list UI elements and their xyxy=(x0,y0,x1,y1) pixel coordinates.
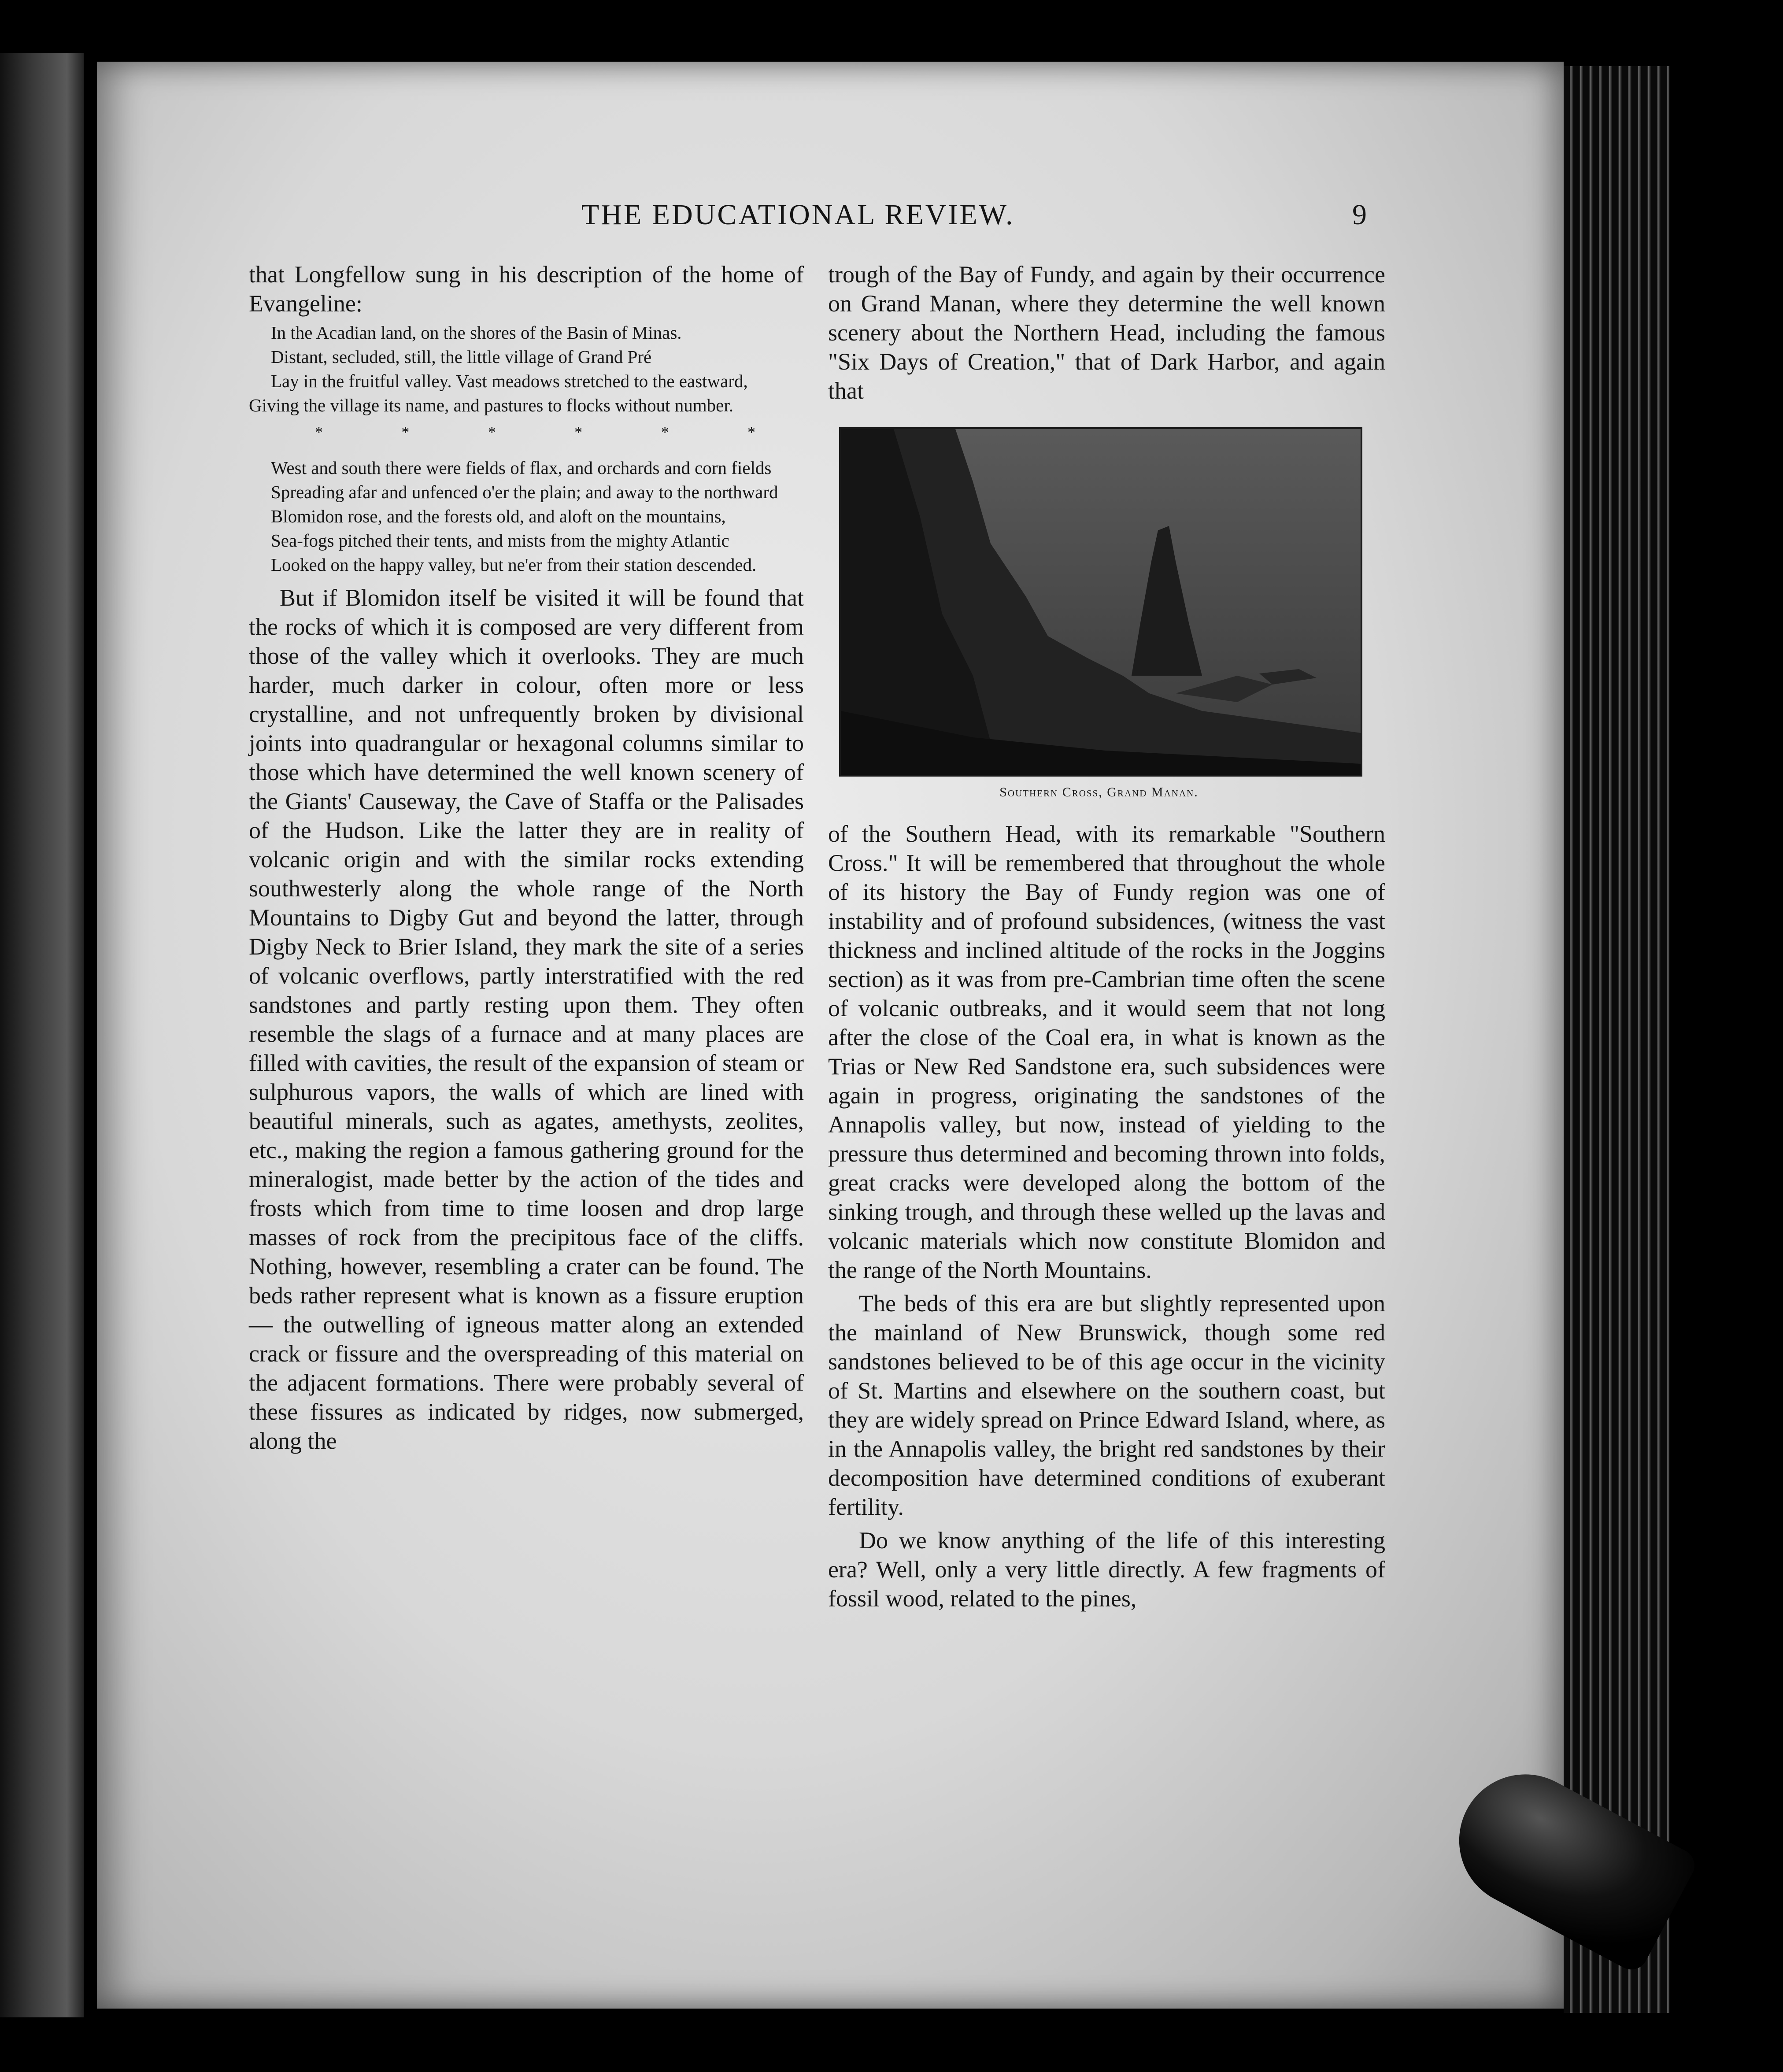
poem-line: West and south there were fields of flax, and orchards and corn fields xyxy=(271,458,772,478)
body-paragraph: Do we know anything of the life of this interesting era? Well, only a very little directly. A few fragments of fossil wood, related to the pines, xyxy=(828,1527,1385,1612)
poem-line: Looked on the happy valley, but ne'er from their station descended. xyxy=(271,555,757,575)
right-column-top xyxy=(828,260,1385,405)
poem-ellipsis-stars xyxy=(315,420,755,444)
poem-line: Lay in the fruitful valley. Vast meadows stretched to the eastward, xyxy=(271,371,748,391)
star-glyph: * xyxy=(574,423,583,441)
poem-line: Spreading afar and unfenced o'er the plain; and away to the northward xyxy=(271,482,778,502)
star-glyph: * xyxy=(488,423,496,441)
left-column xyxy=(249,260,804,1455)
poem-line: Sea-fogs pitched their tents, and mists from the mighty Atlantic xyxy=(271,530,729,551)
coastal-cliff-photo xyxy=(841,429,1361,775)
photograph-southern-cross xyxy=(839,427,1362,777)
poem-line: In the Acadian land, on the shores of the Basin of Minas. xyxy=(271,322,682,343)
star-glyph: * xyxy=(747,423,755,441)
page-number: 9 xyxy=(1352,199,1367,231)
star-glyph: * xyxy=(315,423,323,441)
running-header: THE EDUCATIONAL REVIEW. xyxy=(581,199,1015,231)
poem-line: Giving the village its name, and pastures to flocks without number. xyxy=(249,395,733,415)
body-paragraph: The beds of this era are but slightly represented upon the mainland of New Brunswick, though some red sandstones believed to be of this age occur in the vicinity of St. Martins and elsewhere on the southern coast, but they are widely spread on Prince Edward Island, where, as in the Annapolis valley, the bright red sandstones by their decomposition have determined conditions of exuberant fertility. xyxy=(828,1290,1385,1520)
right-column-bottom xyxy=(828,819,1385,1613)
body-paragraph: of the Southern Head, with its remarkable "Southern Cross." It will be remembered that throughout the whole of its history the Bay of Fundy region was one of instability and of profound subsidences, (witness the vast thickness and inclined altitude of the rocks in the Joggins section) as it was from pre-Cambrian time often the scene of volcanic outbreaks, and it would seem that not long after the close of the Coal era, in what is known as the Trias or New Red Sandstone era, such subsidences were again in progress, originating the sandstones of the Annapolis valley, but now, instead of yielding to the pressure thus determined and becoming thrown into folds, great cracks were developed along the bottom of the sinking trough, and through these welled up the lavas and volcanic materials which now constitute Blomidon and the range of the North Mountains. xyxy=(828,821,1385,1283)
left-page-edge xyxy=(0,53,84,2017)
star-glyph: * xyxy=(661,423,669,441)
book-spine-edge xyxy=(1564,66,1669,2013)
photo-caption: Southern Cross, Grand Manan. xyxy=(999,785,1199,799)
poem-line: Blomidon rose, and the forests old, and aloft on the mountains, xyxy=(271,506,726,526)
intro-paragraph: that Longfellow sung in his description of the home of Evangeline: xyxy=(249,261,804,317)
body-paragraph: But if Blomidon itself be visited it will be found that the rocks of which it is composed are very different from those of the valley which it overlooks. They are much harder, much darker in colour, often more or less crystalline, and not unfrequently broken by divisional joints into quadrangular or hexagonal columns similar to those which have determined the well known scenery of the Giants' Causeway, the Cave of Staffa or the Palisades of the Hudson. Like the latter they are in reality of volcanic origin and with the similar rocks extending southwesterly along the whole range of the North Mountains to Digby Gut and beyond the latter, through Digby Neck to Brier Island, they mark the site of a series of volcanic overflows, partly interstratified with the red sandstones and partly resting upon them. They often resemble the slags of a furnace and at many places are filled with cavities, the result of the expansion of steam or sulphurous vapors, the walls of which are lined with beautiful minerals, such as agates, amethysts, zeolites, etc., making the region a famous gathering ground for the mineralogist, made better by the action of the tides and frosts which from time to time loosen and drop large masses of rock from the precipitous face of the cliffs. Nothing, however, resembling a crater can be found. The beds rather represent what is known as a fissure eruption — the outwelling of igneous matter along an extended crack or fissure and the overspreading of this material on the adjacent formations. There were probably several of these fissures as indicated by ridges, now submerged, along the xyxy=(249,585,804,1454)
poem-excerpt xyxy=(249,321,804,577)
star-glyph: * xyxy=(401,423,410,441)
body-paragraph: trough of the Bay of Fundy, and again by their occurrence on Grand Manan, where they determine the well known scenery about the Northern Head, including the famous "Six Days of Creation," that of Dark Harbor, and again that xyxy=(828,261,1385,404)
poem-line: Distant, secluded, still, the little village of Grand Pré xyxy=(271,347,652,367)
